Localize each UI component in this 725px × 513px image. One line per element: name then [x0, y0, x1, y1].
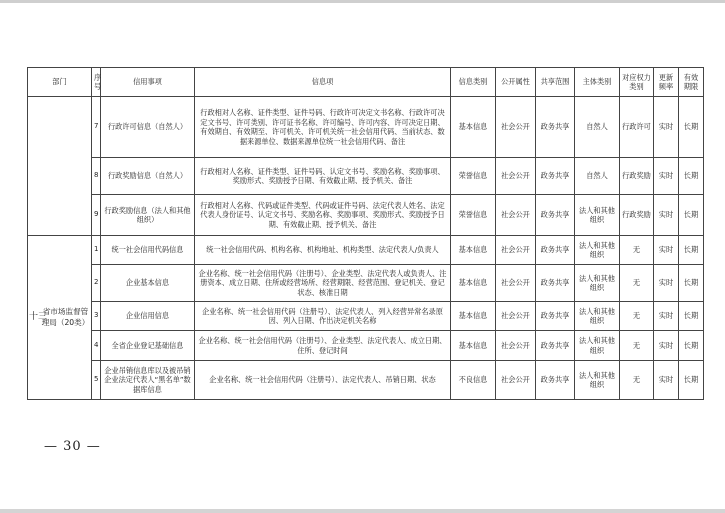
table-row [28, 361, 704, 400]
header-credit-item: 信用事项 [101, 68, 195, 97]
header-seq: 序号 [92, 68, 101, 97]
row-info-items: 统一社会信用代码、机构名称、机构地址、机构类型、法定代表人/负责人 [195, 236, 451, 265]
row-info-category: 基本信息 [451, 236, 496, 265]
row-credit-item: 企业吊销信息库以及被吊销企业法定代表人“黑名单”数据库信息 [101, 361, 195, 400]
row-share-scope: 政务共享 [536, 158, 575, 195]
row-power-category: 行政许可 [620, 97, 654, 158]
row-validity: 长期 [679, 302, 704, 331]
row-power-category: 行政奖励 [620, 158, 654, 195]
row-credit-item: 行政许可信息（自然人） [101, 97, 195, 158]
row-update-freq: 实时 [654, 195, 679, 236]
row-public-attr: 社会公开 [496, 302, 536, 331]
header-validity: 有效期限 [679, 68, 704, 97]
row-share-scope: 政务共享 [536, 331, 575, 361]
row-share-scope: 政务共享 [536, 265, 575, 302]
row-subject-category: 法人和其他组织 [575, 302, 620, 331]
row-credit-item: 企业信用信息 [101, 302, 195, 331]
row-update-freq: 实时 [654, 158, 679, 195]
row-seq: 9 [92, 195, 101, 236]
row-validity: 长期 [679, 331, 704, 361]
row-share-scope: 政务共享 [536, 97, 575, 158]
row-power-category: 无 [620, 236, 654, 265]
table-row [28, 97, 704, 158]
row-info-category: 基本信息 [451, 331, 496, 361]
row-power-category: 无 [620, 331, 654, 361]
dept-index: 十三 [29, 311, 48, 322]
row-seq: 1 [92, 236, 101, 265]
table-row [28, 236, 704, 265]
row-validity: 长期 [679, 236, 704, 265]
header-info-item: 信息项 [195, 68, 451, 97]
row-share-scope: 政务共享 [536, 236, 575, 265]
table-row [28, 265, 704, 302]
page-bottom-edge [0, 509, 725, 513]
table-row [28, 195, 704, 236]
row-share-scope: 政务共享 [536, 195, 575, 236]
header-dept: 部门 [28, 68, 92, 97]
row-info-items: 行政相对人名称、证件类型、证件号码、行政许可决定文书名称、行政许可决定文书号、许可类别、许可证书名称、许可编号、许可内容、许可决定日期、有效期自、有效期至、许可机关、许可机关统一社会信用代码、当前状态、数据来源单位、数据来源单位统一社会信用代码、备注 [195, 97, 451, 158]
row-subject-category: 法人和其他组织 [575, 361, 620, 400]
row-subject-category: 自然人 [575, 158, 620, 195]
row-subject-category: 法人和其他组织 [575, 236, 620, 265]
row-seq: 8 [92, 158, 101, 195]
row-validity: 长期 [679, 195, 704, 236]
row-public-attr: 社会公开 [496, 195, 536, 236]
row-public-attr: 社会公开 [496, 236, 536, 265]
dept-cell [28, 236, 92, 400]
row-seq: 2 [92, 265, 101, 302]
row-info-items: 企业名称、统一社会信用代码（注册号）、企业类型、法定代表人或负责人、注册资本、成立日期、住所或经营场所、经营期限、经营范围、登记机关、登记状态、核准日期 [195, 265, 451, 302]
header-share-scope: 共享范围 [536, 68, 575, 97]
header-subject-category: 主体类别 [575, 68, 620, 97]
page-number: — 30 — [44, 439, 101, 454]
row-info-category: 荣誉信息 [451, 195, 496, 236]
row-public-attr: 社会公开 [496, 361, 536, 400]
row-credit-item: 统一社会信用代码信息 [101, 236, 195, 265]
row-update-freq: 实时 [654, 236, 679, 265]
row-seq: 7 [92, 97, 101, 158]
row-info-items: 行政相对人名称、代码或证件类型、代码或证件号码、法定代表人姓名、法定代表人身份证号、认定文书号、奖励名称、奖励事项、奖励形式、奖励授予日期、有效截止期、授予机关、备注 [195, 195, 451, 236]
row-public-attr: 社会公开 [496, 158, 536, 195]
row-info-items: 企业名称、统一社会信用代码（注册号）、法定代表人、列入经营异常名录原因、列入日期、作出决定机关名称 [195, 302, 451, 331]
row-info-category: 基本信息 [451, 302, 496, 331]
dept-cell-previous [28, 97, 92, 236]
row-credit-item: 全省企业登记基础信息 [101, 331, 195, 361]
row-update-freq: 实时 [654, 97, 679, 158]
row-info-category: 荣誉信息 [451, 158, 496, 195]
header-power-category: 对应权力类别 [620, 68, 654, 97]
row-subject-category: 法人和其他组织 [575, 265, 620, 302]
row-info-items: 企业名称、统一社会信用代码（注册号）、企业类型、法定代表人、成立日期、住所、登记时间 [195, 331, 451, 361]
row-info-category: 不良信息 [451, 361, 496, 400]
row-public-attr: 社会公开 [496, 265, 536, 302]
row-seq: 3 [92, 302, 101, 331]
row-validity: 长期 [679, 361, 704, 400]
header-public-attr: 公开属性 [496, 68, 536, 97]
row-share-scope: 政务共享 [536, 361, 575, 400]
row-seq: 4 [92, 331, 101, 361]
row-validity: 长期 [679, 265, 704, 302]
row-power-category: 无 [620, 302, 654, 331]
row-subject-category: 法人和其他组织 [575, 195, 620, 236]
row-info-category: 基本信息 [451, 97, 496, 158]
row-subject-category: 自然人 [575, 97, 620, 158]
row-validity: 长期 [679, 158, 704, 195]
credit-info-table [27, 67, 704, 400]
header-update-freq: 更新频率 [654, 68, 679, 97]
table-row [28, 158, 704, 195]
row-info-items: 行政相对人名称、证件类型、证件号码、认定文书号、奖励名称、奖励事项、奖励形式、奖励授予日期、有效截止期、授予机关、备注 [195, 158, 451, 195]
row-update-freq: 实时 [654, 361, 679, 400]
row-update-freq: 实时 [654, 265, 679, 302]
row-power-category: 无 [620, 361, 654, 400]
row-update-freq: 实时 [654, 302, 679, 331]
table-row [28, 302, 704, 331]
row-share-scope: 政务共享 [536, 302, 575, 331]
row-credit-item: 企业基本信息 [101, 265, 195, 302]
row-credit-item: 行政奖励信息（法人和其他组织） [101, 195, 195, 236]
page-top-edge [0, 0, 725, 3]
row-seq: 5 [92, 361, 101, 400]
table-header-row [28, 68, 704, 97]
row-public-attr: 社会公开 [496, 331, 536, 361]
row-info-items: 企业名称、统一社会信用代码（注册号）、法定代表人、吊销日期、状态 [195, 361, 451, 400]
row-power-category: 无 [620, 265, 654, 302]
dept-name: 省市场监督管理局（20类） [41, 307, 90, 327]
row-update-freq: 实时 [654, 331, 679, 361]
row-validity: 长期 [679, 97, 704, 158]
row-public-attr: 社会公开 [496, 97, 536, 158]
row-info-category: 基本信息 [451, 265, 496, 302]
header-info-category: 信息类别 [451, 68, 496, 97]
table-row [28, 331, 704, 361]
row-credit-item: 行政奖励信息（自然人） [101, 158, 195, 195]
row-subject-category: 法人和其他组织 [575, 331, 620, 361]
row-power-category: 行政奖励 [620, 195, 654, 236]
